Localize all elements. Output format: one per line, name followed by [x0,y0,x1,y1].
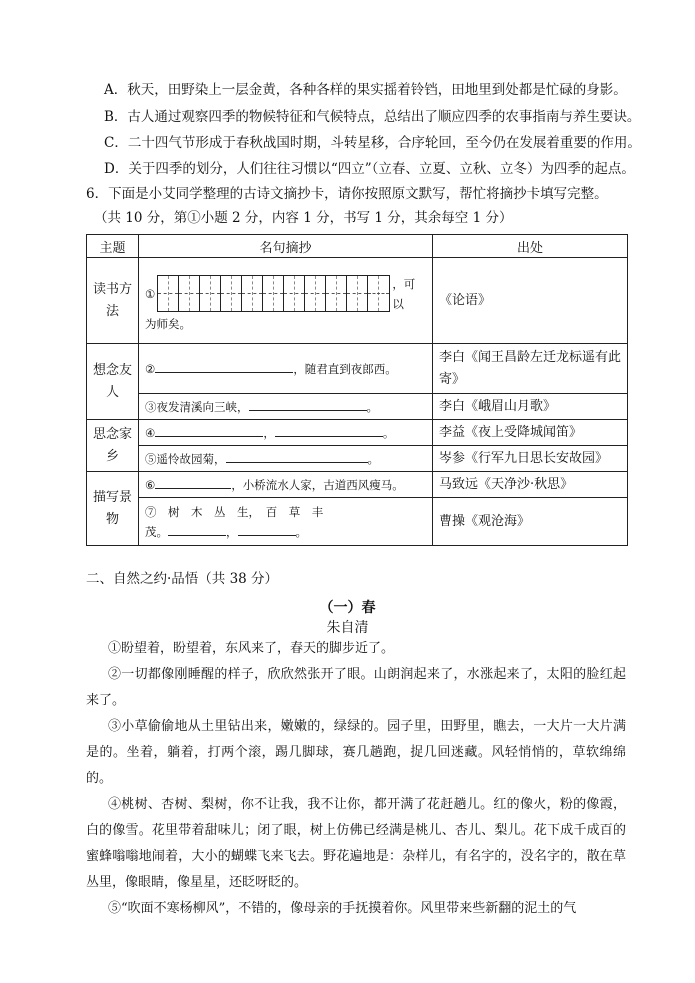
table-row [87,394,628,420]
option-c: C．二十四气节形成于春秋战国时期，斗转星移，合序轮回，至今仍在发展着重要的作用。 [104,135,641,151]
source-ma-zhiyuan: 马致远《天净沙·秋思》 [433,472,628,498]
option-a: A．秋天，田野染上一层金黄，各种各样的果实摇着铃铛，田地里到处都是忙碌的身影。 [104,82,627,98]
source-li-bai-2: 李白《峨眉山月歌》 [433,394,628,420]
quote-6-after: ，小桥流水人家，古道西风瘦马。 [231,477,404,492]
quote-1-after: ，可以 [392,276,416,311]
header-source: 出处 [433,235,628,258]
option-b: B．古人通过观察四季的物候特征和气候特点，总结出了顺应四季的农事指南与养生要诀。 [104,109,641,125]
table-row [87,344,628,394]
quote-3-before: ③夜发清溪向三峡， [145,399,249,414]
option-d: D．关于四季的划分，人们往往习惯以“四立”（立春、立夏、立秋、立冬）为四季的起点。 [104,161,635,177]
paragraph-5: ⑤“吹面不寒杨柳风”，不错的，像母亲的手抚摸着你。风里带来些新翻的泥土的气 [108,901,577,916]
quote-1-continuation: 为师矣。 [145,316,191,331]
quote-cell-7 [139,498,433,546]
quote-2-after: ，随君直到夜郎西。 [293,361,397,376]
source-cen-shen: 岑参《行军九日思长安故园》 [433,446,628,472]
quote-3-end: 。 [366,399,378,414]
section-2-heading: 二、自然之约·品悟（共 38 分） [86,571,279,587]
quote-4-end: 。 [382,425,395,440]
topic-hometown: 思念家乡 [87,420,139,472]
quote-7-mid: ， [226,524,238,539]
table-row [87,472,628,498]
question-6-stem: 6．下面是小艾同学整理的古诗文摘抄卡，请你按照原文默写，帮忙将摘抄卡填写完整。 [86,186,608,202]
quote-7-end: 。 [295,524,307,539]
quote-number-1: ① [145,286,156,301]
essay-title: （一）春 [319,600,376,616]
quote-cell-4 [139,420,433,446]
table-row [87,446,628,472]
source-lunyu: 《论语》 [433,258,628,344]
source-li-bai-1: 李白《闻王昌龄左迁龙标遥有此寄》 [433,344,628,394]
source-cao-cao: 曹操《观沧海》 [433,498,628,546]
quote-5-before: ⑤遥怜故园菊， [145,451,226,466]
quote-cell-5 [139,446,433,472]
paragraph-1: ①盼望着，盼望着，东风来了，春天的脚步近了。 [108,641,395,656]
answer-blank[interactable] [249,398,367,411]
header-topic: 主题 [87,235,139,258]
quote-number-6: ⑥ [145,477,156,492]
paragraph-4: ④桃树、杏树、梨树，你不让我，我不让你，都开满了花赶趟儿。红的像火，粉的像霞，白的像雪。花里带着甜味儿；闭了眼，树上仿佛已经满是桃儿、杏儿、梨儿。花下成千成百的蜜蜂嗡嗡地闹着，大小的蝴蝶飞来飞去。野花遍地是：杂样儿，有名字的，没名字的，散在草丛里，像眼睛，像星星，还眨呀眨的。 [86,797,626,890]
answer-blank[interactable] [155,360,293,373]
quote-7-start: 茂。 [145,524,168,539]
table-header-row [87,235,628,258]
answer-blank[interactable] [168,523,226,536]
writing-grid[interactable] [157,275,390,312]
topic-scenery: 描写景物 [87,472,139,546]
answer-blank[interactable] [155,424,263,437]
quote-number-4: ④ [145,425,156,440]
quote-cell-2 [139,344,433,394]
question-6-score: （共 10 分，第①小题 2 分，内容 1 分，书写 1 分，其余每空 1 分） [94,210,513,226]
quote-cell-1 [139,258,433,344]
quote-4-mid: ， [263,425,275,440]
answer-blank[interactable] [238,523,296,536]
answer-blank[interactable] [155,476,231,489]
quote-number-2: ② [145,361,156,376]
quote-5-end: 。 [367,451,379,466]
header-quote: 名句摘抄 [139,235,433,258]
answer-blank[interactable] [275,424,383,437]
source-li-yi: 李益《夜上受降城闻笛》 [433,420,628,446]
paragraph-2: ②一切都像刚睡醒的样子，欣欣然张开了眼。山朗润起来了，水涨起来了，太阳的脸红起来了。 [86,667,626,708]
table-row [87,258,628,344]
quote-cell-6 [139,472,433,498]
paragraph-3: ③小草偷偷地从土里钻出来，嫩嫩的，绿绿的。园子里，田野里，瞧去，一大片一大片满是的。坐着，躺着，打两个滚，踢几脚球，赛几趟跑，捉几回迷藏。风轻悄悄的，草软绵绵的。 [86,719,626,786]
topic-friends: 想念友人 [87,344,139,420]
table-row [87,498,628,546]
topic-reading: 读书方法 [87,258,139,344]
excerpt-card-table [86,234,628,546]
essay-author: 朱自清 [326,620,369,636]
quote-7-line1: ⑦ 树 木 丛 生， 百 草 丰 [145,504,324,519]
table-row [87,420,628,446]
quote-cell-3 [139,394,433,420]
answer-blank[interactable] [226,450,368,463]
